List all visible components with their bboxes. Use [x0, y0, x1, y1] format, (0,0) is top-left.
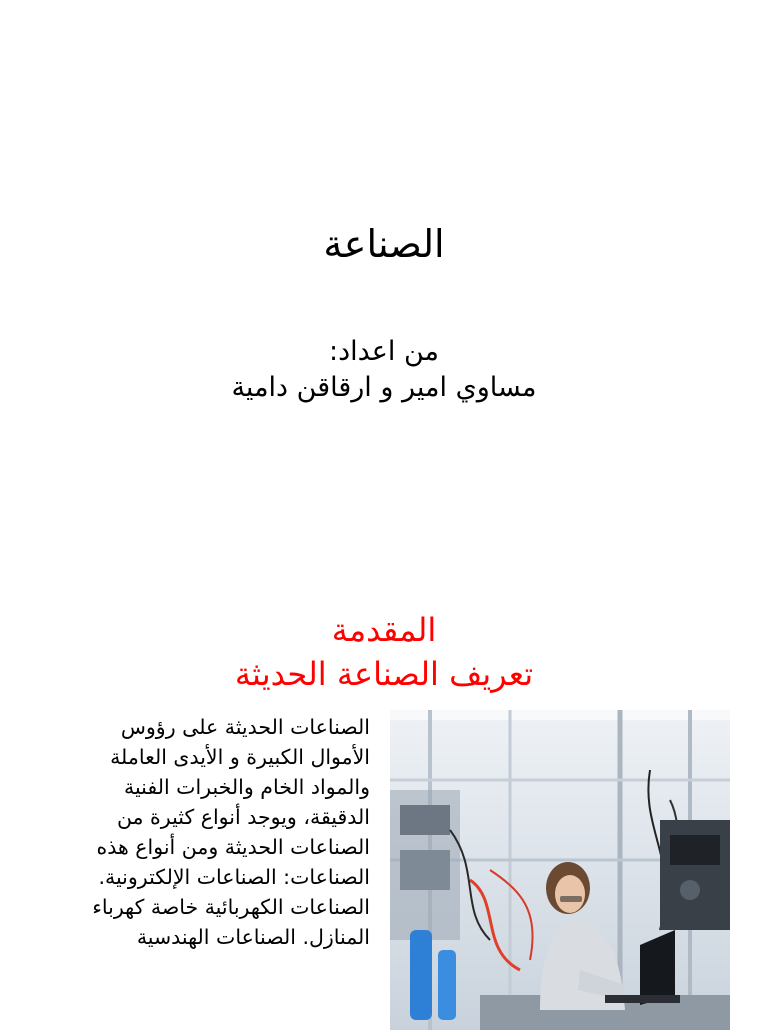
- industry-photo: [390, 710, 730, 1030]
- authors-names: مساوي امير و ارقاقن دامية: [231, 372, 537, 403]
- slide-heading: [0, 608, 768, 696]
- body-paragraph: الصناعات الحديثة على رؤوس الأموال الكبيرة و الأيدى العاملة والمواد الخام والخبرات الفنية الدقيقة، ويوجد أنواع كثيرة من الصناعات الحديثة ومن أنواع هذه الصناعات: الصناعات الإلكترونية. الصناعات الكهربائية خاصة كهرباء المنازل. الصناعات الهندسية: [92, 715, 370, 949]
- prepared-by-label: من اعداد:: [328, 336, 439, 367]
- heading-definition: تعريف الصناعة الحديثة: [234, 655, 534, 693]
- subtitle-block: [0, 334, 768, 406]
- heading-introduction: المقدمة: [331, 611, 437, 649]
- slide-introduction: [0, 560, 768, 1024]
- lab-scene-image: [390, 710, 730, 1030]
- presentation-title: الصناعة: [323, 222, 445, 266]
